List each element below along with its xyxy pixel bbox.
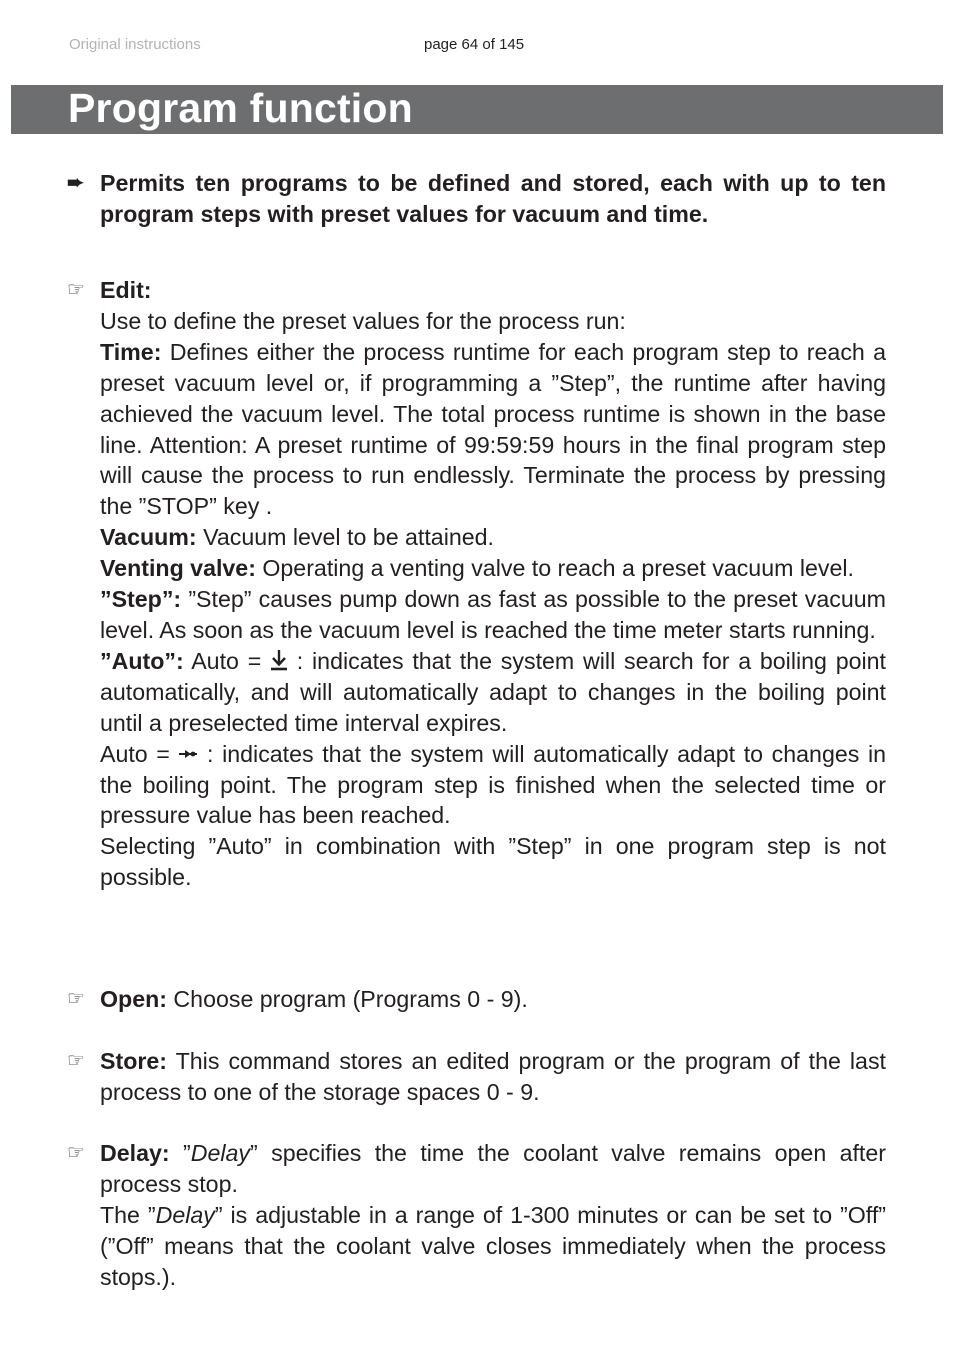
vacuum-label: Vacuum: <box>100 524 197 551</box>
header-left-text: Original instructions <box>69 36 201 53</box>
auto-note: Selecting ”Auto” in combination with ”Step” in one program step is not possible. <box>100 833 886 891</box>
title-bar <box>11 85 943 134</box>
delay-italic-2: Delay <box>155 1201 215 1228</box>
delay-text-b: ” specifies the time the coolant valve remains open after process stop. <box>100 1140 886 1197</box>
pointing-hand-icon: ☞ <box>67 988 85 1010</box>
vacuum-text: Vacuum level to be attained. <box>196 524 494 551</box>
open-label: Open: <box>100 986 167 1012</box>
store-text: This command stores an edited program or the program of the last process to one of the storage spaces 0 - 9. <box>100 1048 886 1105</box>
step-text: ”Step” causes pump down as fast as possible to the preset vacuum level. As soon as the vacuum level is reached the time meter starts running. <box>100 586 886 643</box>
time-text: Defines either the process runtime for each program step to reach a preset vacuum level or, if programming a ”Step”, the runtime after having achieved the vacuum level. The total process runtime is shown in the base line. Attention: A preset runtime of 99:59:59 hours in the final program step will cause the process to run endlessly. Terminate the process by pressing the ”STOP” key . <box>100 338 886 520</box>
intro-text: Permits ten programs to be defined and stored, each with up to ten program steps with preset values for vacuum and time. <box>100 170 886 227</box>
auto-text-2: : indicates that the system will automatically adapt to changes in the boiling point. The program step is finished when the selected time or pressure value has been reached. <box>100 740 886 829</box>
down-arrow-to-line-icon <box>270 649 288 671</box>
page-title: Program function <box>68 85 413 131</box>
page-number: page 64 of 145 <box>424 36 525 53</box>
store-section <box>67 1046 886 1108</box>
delay-section <box>67 1138 886 1293</box>
open-section <box>67 984 886 1015</box>
arrow-bullet-icon: ➨ <box>67 172 84 194</box>
arrow-to-dot-icon <box>178 747 198 761</box>
venting-paragraph <box>100 553 886 584</box>
auto-paragraph <box>100 646 886 739</box>
venting-text: Operating a venting valve to reach a preset vacuum level. <box>255 555 854 582</box>
edit-section <box>67 275 886 893</box>
time-paragraph <box>100 337 886 522</box>
open-text: Choose program (Programs 0 - 9). <box>166 986 528 1012</box>
delay-label: Delay: <box>100 1140 170 1166</box>
edit-heading: Edit: <box>100 277 152 303</box>
pointing-hand-icon: ☞ <box>67 1142 85 1164</box>
delay-italic-1: Delay <box>190 1140 251 1166</box>
time-label: Time: <box>100 338 162 365</box>
pointing-hand-icon: ☞ <box>67 1050 85 1072</box>
venting-label: Venting valve: <box>100 555 256 582</box>
auto-prefix: Auto = <box>183 647 271 674</box>
auto-label: ”Auto”: <box>100 647 184 674</box>
vacuum-paragraph <box>100 522 886 553</box>
intro-section <box>67 168 886 230</box>
step-paragraph <box>100 584 886 646</box>
auto-text-1: : indicates that the system will search for a boiling point automatically, and will automatically adapt to changes in the boiling point until a preselected time interval expires. <box>100 647 886 736</box>
auto-paragraph-2 <box>100 739 886 832</box>
delay-text-a: ” <box>169 1140 191 1166</box>
delay-text-d: ” is adjustable in a range of 1-300 minutes or can be set to ”Off” (”Off” means that the coolant valve closes immediately when the process stops.). <box>100 1201 886 1290</box>
step-label: ”Step”: <box>100 586 182 613</box>
edit-lead: Use to define the preset values for the process run: <box>100 307 626 334</box>
delay-text-c: The ” <box>100 1201 156 1228</box>
pointing-hand-icon: ☞ <box>67 279 85 301</box>
auto-prefix-2: Auto = <box>100 740 179 767</box>
store-label: Store: <box>100 1048 167 1074</box>
